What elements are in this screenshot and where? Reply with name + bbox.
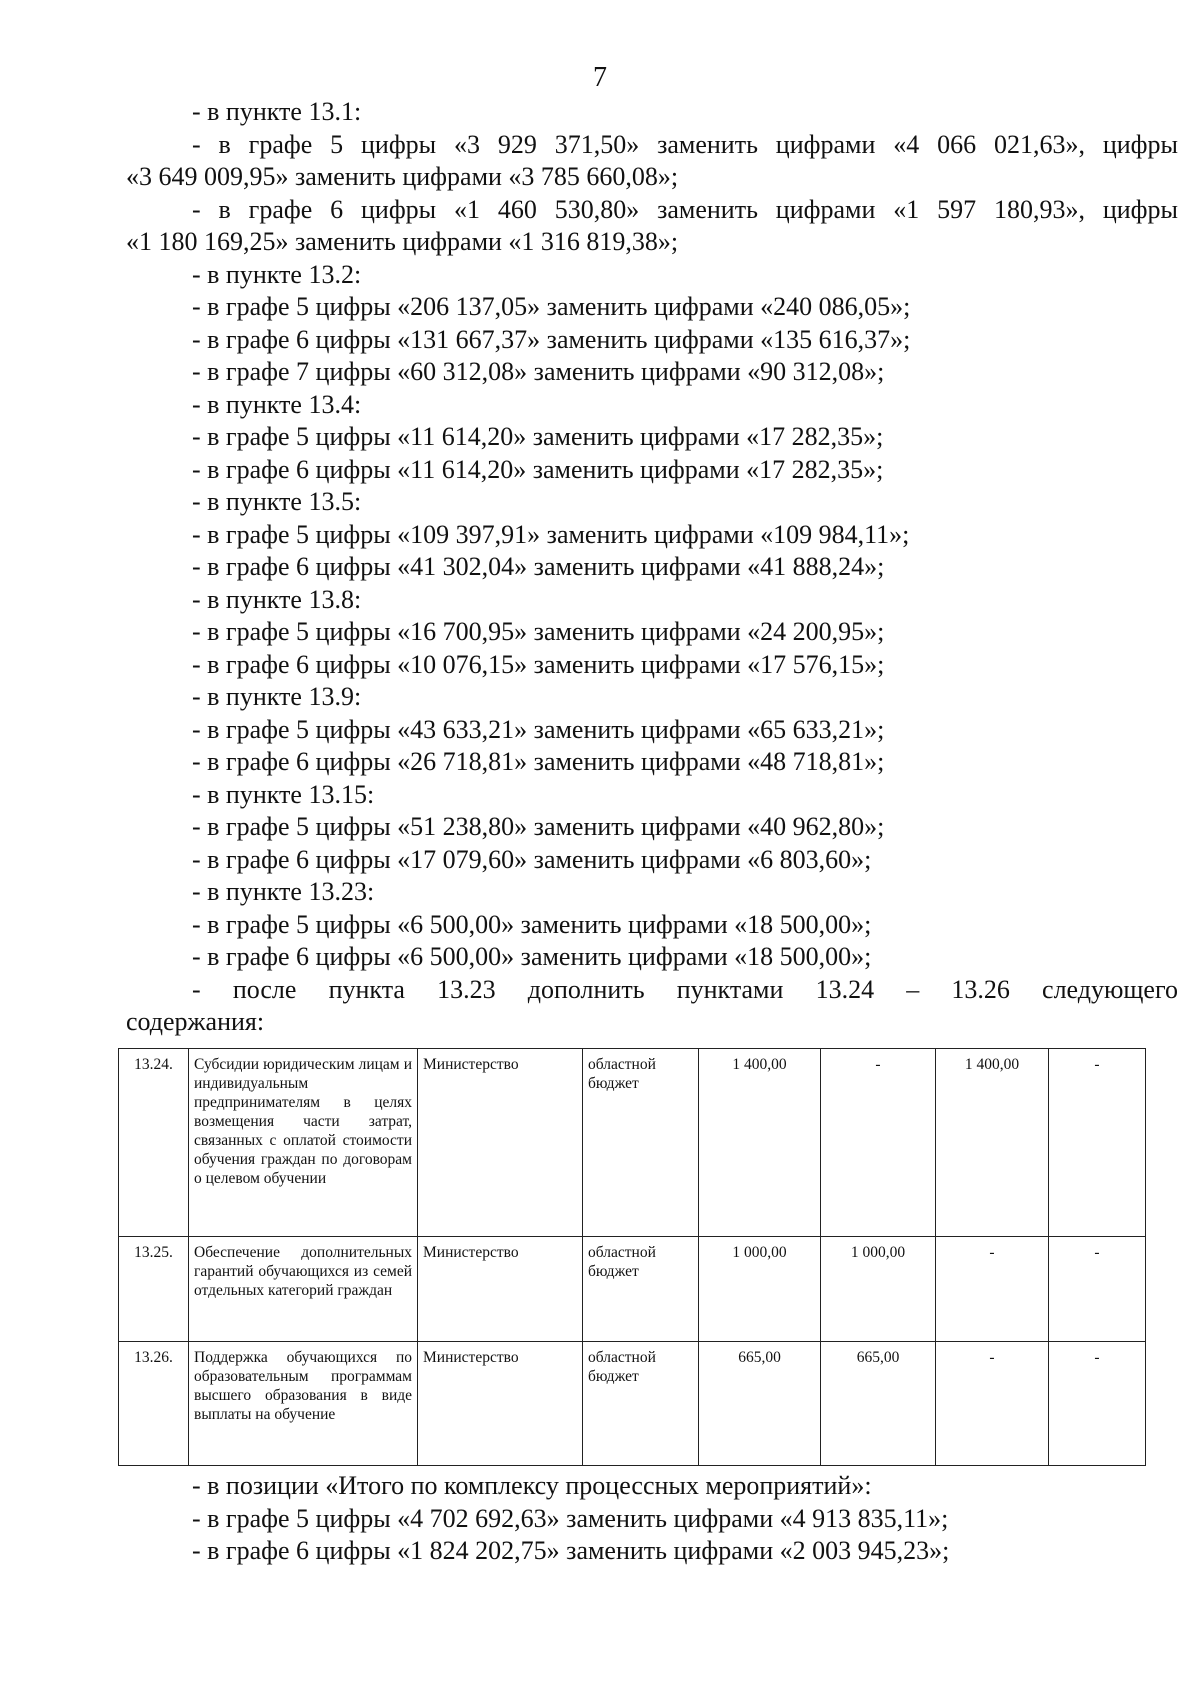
row-total: 1 000,00	[699, 1237, 821, 1342]
text-line: - в позиции «Итого по комплексу процессных мероприятий»:	[192, 1471, 872, 1500]
text-line: - в графе 5 цифры «16 700,95» заменить цифрами «24 200,95»;	[192, 617, 885, 646]
row-year-1: -	[821, 1049, 936, 1237]
text-line: - в графе 5 цифры «109 397,91» заменить цифрами «109 984,11»;	[192, 519, 910, 549]
row-description: Субсидии юридическим лицам и индивидуальным предпринимателям в целях возмещения части затрат, связанных с оплатой стоимости обучения граждан по договорам о целевом обучении	[189, 1049, 418, 1237]
text-line: - в графе 5 цифры «51 238,80» заменить цифрами «40 962,80»;	[192, 812, 885, 841]
row-description: Поддержка обучающихся по образовательным программам высшего образования в виде выплаты на обучение	[189, 1342, 418, 1466]
table-row	[119, 1237, 1146, 1342]
row-year-3: -	[1049, 1237, 1146, 1342]
row-year-1: 665,00	[821, 1342, 936, 1466]
document-tail	[126, 1470, 1178, 1568]
text-line: - в графе 5 цифры «206 137,05» заменить цифрами «240 086,05»;	[192, 292, 911, 321]
text-line: «1 180 169,25» заменить цифрами «1 316 819,38»;	[126, 227, 679, 256]
text-line: - в пункте 13.5:	[192, 487, 362, 516]
row-funding-source: областной бюджет	[583, 1342, 699, 1466]
text-line: - после пункта 13.23 дополнить пунктами 13.24 – 13.26 следующего	[192, 974, 1178, 1004]
table-row	[119, 1342, 1146, 1466]
row-organization: Министерство	[418, 1342, 583, 1466]
text-line: - в графе 6 цифры «26 718,81» заменить цифрами «48 718,81»;	[192, 747, 885, 776]
text-line: - в графе 6 цифры «131 667,37» заменить цифрами «135 616,37»;	[192, 324, 911, 354]
text-line: - в графе 6 цифры «1 824 202,75» заменить цифрами «2 003 945,23»;	[192, 1536, 950, 1565]
text-line: - в графе 6 цифры «11 614,20» заменить цифрами «17 282,35»;	[192, 454, 884, 484]
text-line: - в пункте 13.23:	[192, 877, 375, 906]
text-line: «3 649 009,95» заменить цифрами «3 785 660,08»;	[126, 162, 679, 191]
document-body	[126, 96, 1178, 1039]
text-line: - в пункте 13.9:	[192, 682, 362, 711]
row-number: 13.26.	[119, 1342, 189, 1466]
row-year-2: 1 400,00	[936, 1049, 1049, 1237]
text-line: - в графе 6 цифры «10 076,15» заменить цифрами «17 576,15»;	[192, 649, 885, 679]
page-number: 7	[593, 62, 607, 93]
text-line: - в графе 5 цифры «3 929 371,50» заменить цифрами «4 066 021,63», цифры	[192, 129, 1178, 159]
row-total: 1 400,00	[699, 1049, 821, 1237]
text-line: - в графе 6 цифры «41 302,04» заменить цифрами «41 888,24»;	[192, 552, 885, 581]
text-line: - в графе 5 цифры «11 614,20» заменить цифрами «17 282,35»;	[192, 422, 884, 451]
row-total: 665,00	[699, 1342, 821, 1466]
text-line: - в графе 6 цифры «6 500,00» заменить цифрами «18 500,00»;	[192, 942, 872, 971]
text-line: - в пункте 13.4:	[192, 389, 362, 419]
row-year-3: -	[1049, 1342, 1146, 1466]
text-line: - в графе 7 цифры «60 312,08» заменить цифрами «90 312,08»;	[192, 357, 885, 386]
text-line: - в пункте 13.1:	[192, 97, 362, 126]
text-line: - в графе 5 цифры «4 702 692,63» заменить цифрами «4 913 835,11»;	[192, 1503, 949, 1533]
row-description: Обеспечение дополнительных гарантий обучающихся из семей отдельных категорий граждан	[189, 1237, 418, 1342]
measures-table	[118, 1048, 1146, 1466]
text-line: - в графе 6 цифры «1 460 530,80» заменить цифрами «1 597 180,93», цифры	[192, 194, 1178, 224]
text-line: - в пункте 13.2:	[192, 259, 362, 289]
row-organization: Министерство	[418, 1237, 583, 1342]
row-number: 13.24.	[119, 1049, 189, 1237]
row-funding-source: областной бюджет	[583, 1237, 699, 1342]
row-funding-source: областной бюджет	[583, 1049, 699, 1237]
row-year-3: -	[1049, 1049, 1146, 1237]
row-year-2: -	[936, 1342, 1049, 1466]
row-organization: Министерство	[418, 1049, 583, 1237]
row-number: 13.25.	[119, 1237, 189, 1342]
row-year-2: -	[936, 1237, 1049, 1342]
text-line: - в пункте 13.15:	[192, 779, 375, 809]
text-line: - в графе 5 цифры «6 500,00» заменить цифрами «18 500,00»;	[192, 909, 872, 939]
text-line: содержания:	[126, 1007, 265, 1036]
text-line: - в графе 6 цифры «17 079,60» заменить цифрами «6 803,60»;	[192, 844, 872, 874]
text-line: - в графе 5 цифры «43 633,21» заменить цифрами «65 633,21»;	[192, 714, 885, 744]
table-row	[119, 1049, 1146, 1237]
row-year-1: 1 000,00	[821, 1237, 936, 1342]
text-line: - в пункте 13.8:	[192, 584, 362, 614]
